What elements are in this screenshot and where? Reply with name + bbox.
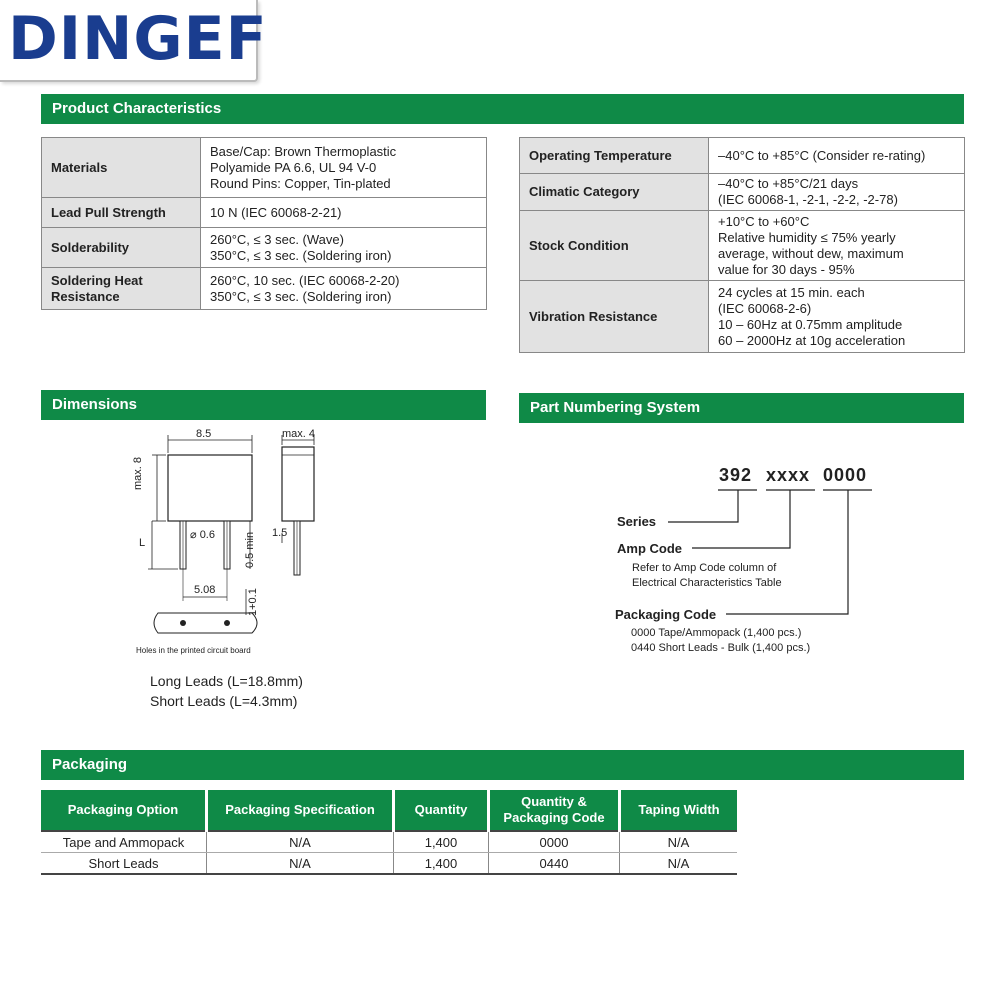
cell-specification: N/A (207, 853, 394, 875)
packaging-header-row (41, 790, 737, 831)
col-taping-width: Taping Width (620, 790, 738, 831)
spec-key (520, 174, 709, 211)
spec-key (42, 268, 201, 310)
spec-value-line: 24 cycles at 15 min. each (718, 284, 865, 300)
pn-amp-desc: Refer to Amp Code column of Electrical Characteristics Table (632, 562, 782, 589)
spec-value (201, 268, 487, 310)
spec-value-line: 10 N (IEC 60068-2-21) (210, 204, 342, 220)
spec-value (201, 228, 487, 268)
spec-key (520, 138, 709, 174)
spec-value (201, 198, 487, 228)
dim-hole: 1+0.1 (247, 588, 259, 616)
dim-lead-length: L (139, 537, 146, 549)
table-row (41, 831, 737, 853)
cell-taping-width: N/A (620, 831, 738, 853)
section-header-characteristics: Product Characteristics (41, 94, 964, 124)
pn-pack-label: Packaging Code (615, 607, 717, 622)
cell-quantity: 1,400 (394, 853, 489, 875)
table-row (41, 853, 737, 875)
cell-taping-width: N/A (620, 853, 738, 875)
spec-value-line: average, without dew, maximum (718, 245, 904, 261)
cell-option: Tape and Ammopack (41, 831, 207, 853)
spec-key-line: Materials (51, 159, 108, 175)
spec-value (709, 174, 965, 211)
long-leads-label: Long Leads (L=18.8mm) (150, 673, 303, 689)
spec-value-line: 260°C, 10 sec. (IEC 60068-2-20) (210, 272, 400, 288)
cell-option: Short Leads (41, 853, 207, 875)
dim-max-depth: max. 4 (282, 428, 316, 440)
spec-key-line: Vibration Resistance (529, 308, 658, 324)
dim-side-offset: 1.5 (272, 527, 288, 539)
section-header-part-numbering: Part Numbering System (519, 393, 964, 423)
spec-value-line: (IEC 60068-1, -2-1, -2-2, -2-78) (718, 192, 898, 207)
spec-value-line: Base/Cap: Brown Thermoplastic (210, 143, 397, 159)
spec-value-line: 10 – 60Hz at 0.75mm amplitude (718, 316, 903, 332)
spec-value-line: +10°C to +60°C (718, 213, 810, 229)
col-packaging-option: Packaging Option (41, 790, 207, 831)
spec-value-line: 260°C, ≤ 3 sec. (Wave) (210, 231, 344, 247)
spec-row (520, 211, 965, 281)
dim-pitch: 5.08 (194, 584, 216, 596)
spec-row (520, 138, 965, 174)
spec-key (42, 228, 201, 268)
spec-key-line: Lead Pull Strength (51, 204, 166, 220)
cell-specification: N/A (207, 831, 394, 853)
brand-logo-box (0, 0, 268, 82)
spec-key (520, 211, 709, 281)
spec-row (520, 174, 965, 211)
spec-key-line: Resistance (51, 288, 120, 304)
dim-width: 8.5 (196, 428, 212, 440)
spec-value-line: –40°C to +85°C/21 days (718, 176, 859, 191)
spec-value-line: Relative humidity ≤ 75% yearly (718, 229, 896, 245)
spec-value (201, 138, 487, 198)
col-packaging-specification: Packaging Specification (207, 790, 394, 831)
brand-logo: DINGEF (8, 4, 268, 74)
spec-key-line: Stock Condition (529, 237, 629, 253)
spec-key-line: Climatic Category (529, 184, 640, 199)
pn-amp-label: Amp Code (617, 541, 682, 556)
cell-code: 0440 (489, 853, 620, 875)
part-numbering-leader-lines (660, 485, 880, 620)
spec-row (42, 198, 487, 228)
spec-key (42, 198, 201, 228)
spec-value-line: 60 – 2000Hz at 10g acceleration (718, 332, 906, 348)
pcb-caption: Holes in the printed circuit board (136, 646, 251, 655)
spec-row (42, 138, 487, 198)
spec-value (709, 211, 965, 281)
col-quantity-packaging-code: Quantity & Packaging Code (489, 790, 620, 831)
spec-value-line: 350°C, ≤ 3 sec. (Soldering iron) (210, 288, 392, 304)
spec-row (520, 281, 965, 353)
spec-value-line: value for 30 days - 95% (718, 261, 855, 277)
dim-pin-diameter: ⌀ 0.6 (190, 529, 215, 541)
dim-max-height: max. 8 (132, 456, 144, 490)
pn-code-pack: 0000 (823, 465, 868, 485)
spec-key (42, 138, 201, 198)
spec-key-line: Solderability (51, 239, 130, 255)
dim-min-height: 0.5 min (244, 531, 256, 568)
short-leads-label: Short Leads (L=4.3mm) (150, 693, 298, 709)
spec-value-line: 350°C, ≤ 3 sec. (Soldering iron) (210, 247, 392, 263)
packaging-table (41, 790, 737, 875)
spec-row (42, 228, 487, 268)
spec-key-line: Operating Temperature (529, 147, 672, 163)
spec-value (709, 138, 965, 174)
cell-code: 0000 (489, 831, 620, 853)
pn-code-series: 392 (719, 465, 753, 485)
section-header-packaging: Packaging (41, 750, 964, 780)
dimensions-drawing (130, 425, 330, 665)
pn-series-label: Series (617, 514, 657, 529)
col-quantity: Quantity (394, 790, 489, 831)
spec-value (709, 281, 965, 353)
pn-pack-desc: 0000 Tape/Ammopack (1,400 pcs.) 0440 Short Leads - Bulk (1,400 pcs.) (631, 627, 811, 654)
spec-value-line: –40°C to +85°C (Consider re-rating) (718, 147, 926, 163)
cell-quantity: 1,400 (394, 831, 489, 853)
spec-row (42, 268, 487, 310)
spec-key (520, 281, 709, 353)
spec-value-line: Round Pins: Copper, Tin-plated (210, 175, 391, 191)
spec-key-line: Soldering Heat (51, 272, 143, 288)
characteristics-table-right (519, 137, 965, 353)
pn-code-amp: xxxx (766, 465, 811, 485)
component-front-body (168, 455, 252, 521)
characteristics-table-left (41, 137, 487, 310)
spec-value-line: (IEC 60068-2-6) (718, 300, 812, 316)
spec-value-line: Polyamide PA 6.6, UL 94 V-0 (210, 159, 377, 175)
section-header-dimensions: Dimensions (41, 390, 486, 420)
component-side-body (282, 447, 314, 521)
